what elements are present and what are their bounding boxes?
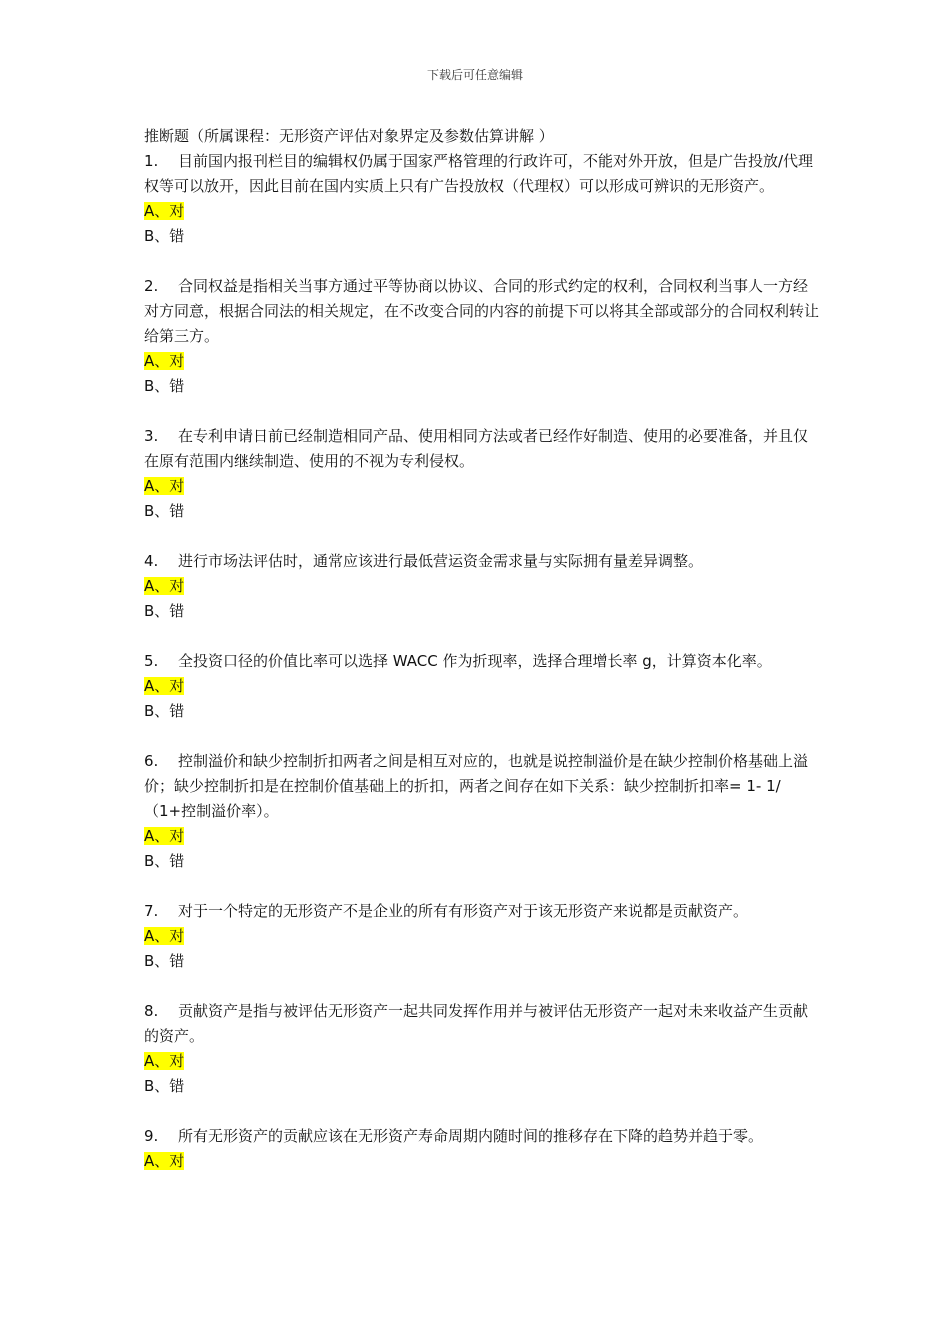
question-body: 全投资口径的价值比率可以选择 WACC 作为折现率，选择合理增长率 g，计算资本化率。 [178, 652, 772, 670]
question-body: 贡献资产是指与被评估无形资产一起共同发挥作用并与被评估无形资产一起对未来收益产生贡献的资产。 [144, 1002, 809, 1045]
question-body: 在专利申请日前已经制造相同产品、使用相同方法或者已经作好制造、使用的必要准备，并且仅在原有范围内继续制造、使用的不视为专利侵权。 [144, 427, 809, 470]
question-body: 目前国内报刊栏目的编辑权仍属于国家严格管理的行政许可，不能对外开放，但是广告投放/代理权等可以放开，因此目前在国内实质上只有广告投放权（代理权）可以形成可辨识的无形资产。 [144, 152, 814, 195]
option-a-label: A、对 [144, 677, 185, 695]
option-b-label: B、错 [144, 227, 185, 245]
option-a-label: A、对 [144, 1152, 185, 1170]
option-a [144, 1049, 820, 1074]
question-number: 6. [144, 752, 159, 770]
question-text [144, 424, 820, 474]
question-text [144, 999, 820, 1049]
question-text [144, 749, 820, 824]
question-body: 对于一个特定的无形资产不是企业的所有有形资产对于该无形资产来说都是贡献资产。 [178, 902, 749, 920]
question-item [144, 274, 820, 399]
question-text [144, 649, 820, 674]
question-number: 5. [144, 652, 159, 670]
option-b [144, 599, 820, 624]
option-a-label: A、对 [144, 827, 185, 845]
question-item [144, 999, 820, 1099]
option-b-label: B、错 [144, 852, 185, 870]
question-body: 进行市场法评估时，通常应该进行最低营运资金需求量与实际拥有量差异调整。 [178, 552, 704, 570]
question-body: 控制溢价和缺少控制折扣两者之间是相互对应的，也就是说控制溢价是在缺少控制价格基础上溢价；缺少控制折扣是在控制价值基础上的折扣，两者之间存在如下关系：缺少控制折扣率= 1- 1/（1+控制溢价率）。 [144, 752, 809, 820]
question-number: 7. [144, 902, 159, 920]
question-body: 合同权益是指相关当事方通过平等协商以协议、合同的形式约定的权利，合同权利当事人一方经对方同意，根据合同法的相关规定，在不改变合同的内容的前提下可以将其全部或部分的合同权利转让给第三方。 [144, 277, 820, 345]
option-a [144, 824, 820, 849]
option-a [144, 1149, 820, 1174]
option-a [144, 924, 820, 949]
option-a-label: A、对 [144, 477, 185, 495]
question-item [144, 649, 820, 724]
option-a [144, 574, 820, 599]
question-item [144, 749, 820, 874]
question-text [144, 899, 820, 924]
option-b [144, 1074, 820, 1099]
option-b-label: B、错 [144, 952, 185, 970]
option-b [144, 224, 820, 249]
question-number: 4. [144, 552, 159, 570]
option-a-label: A、对 [144, 352, 185, 370]
option-b [144, 949, 820, 974]
option-a [144, 349, 820, 374]
question-body: 所有无形资产的贡献应该在无形资产寿命周期内随时间的推移存在下降的趋势并趋于零。 [178, 1127, 764, 1145]
page-header: 下载后可任意编辑 [426, 68, 523, 82]
option-b [144, 374, 820, 399]
question-item [144, 149, 820, 249]
question-text [144, 274, 820, 349]
question-number: 8. [144, 1002, 159, 1020]
question-item [144, 549, 820, 624]
option-b-label: B、错 [144, 702, 185, 720]
option-a-label: A、对 [144, 202, 185, 220]
document-body [144, 124, 820, 1199]
option-b [144, 849, 820, 874]
question-number: 9. [144, 1127, 159, 1145]
question-item [144, 1124, 820, 1174]
option-a-label: A、对 [144, 577, 185, 595]
question-number: 2. [144, 277, 159, 295]
option-b-label: B、错 [144, 377, 185, 395]
option-b-label: B、错 [144, 1077, 185, 1095]
question-item [144, 899, 820, 974]
option-b-label: B、错 [144, 602, 185, 620]
question-text [144, 549, 820, 574]
question-number: 1. [144, 152, 159, 170]
option-a [144, 474, 820, 499]
question-text [144, 149, 820, 199]
option-a-label: A、对 [144, 1052, 185, 1070]
question-text [144, 1124, 820, 1149]
question-item [144, 424, 820, 524]
option-a-label: A、对 [144, 927, 185, 945]
option-a [144, 199, 820, 224]
question-number: 3. [144, 427, 159, 445]
section-title: 推断题（所属课程：无形资产评估对象界定及参数估算讲解 ） [144, 127, 554, 145]
option-b [144, 499, 820, 524]
option-a [144, 674, 820, 699]
option-b-label: B、错 [144, 502, 185, 520]
option-b [144, 699, 820, 724]
